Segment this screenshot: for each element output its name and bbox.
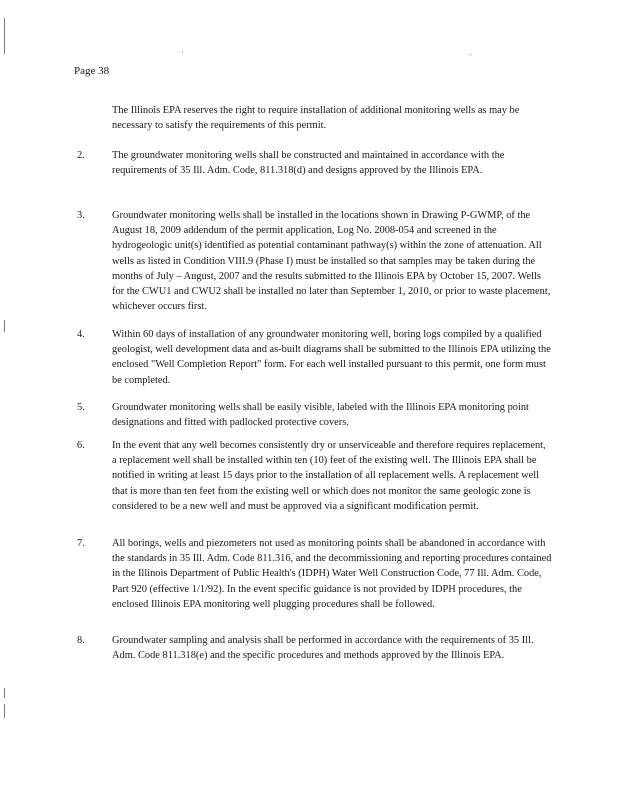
item-6-text: In the event that any well becomes consistently dry or unserviceable and therefore requires replacement, a replacement well shall be installed within ten (10) feet of the existing well. The Illinois EPA shall be notified in writing at least 15 days prior to the installation of all replacement wells. A replacement well that is more than ten feet from the existing well or which does not monitor the same geologic zone is considered to be a new well and must be approved via a significant modification permit. <box>112 440 546 512</box>
item-3-number: 3. <box>77 210 85 221</box>
item-3-text: Groundwater monitoring wells shall be installed in the locations shown in Drawing P-GWMP, of the August 18, 2009 addendum of the permit application, Log No. 2008-054 and screened in the hydrogeologic unit(s) identified as potential contaminant pathway(s) within the zone of attenuation. All wells as listed in Condition VIII.9 (Phase I) must be installed so that samples may be taken during the months of July – August, 2007 and the results submitted to the Illinois EPA by October 15, 2007. Wells for the CWU1 and CWU2 shall be installed no later than September 1, 2010, or prior to waste placement, whichever occurs first. <box>112 210 551 313</box>
item-6-number: 6. <box>77 440 85 451</box>
scan-margin-mark <box>4 18 5 54</box>
item-4-number: 4. <box>77 329 85 340</box>
item-2-text: The groundwater monitoring wells shall be constructed and maintained in accordance with the requirements of 35 Ill. Adm. Code, 811.318(d) and designs approved by the Illinois EPA. <box>112 150 505 177</box>
intro-paragraph: The Illinois EPA reserves the right to require installation of additional monitoring wells as may be necessary to satisfy the requirements of this permit. <box>112 105 520 132</box>
item-4-text: Within 60 days of installation of any groundwater monitoring well, boring logs compiled by a qualified geologist, well development data and as-built diagrams shall be submitted to the Illinois EPA utilizing the enclosed "Well Completion Report" form. For each well installed pursuant to this permit, one form must be completed. <box>112 329 551 386</box>
item-2-number: 2. <box>77 150 85 161</box>
item-7-text: All borings, wells and piezometers not used as monitoring points shall be abandoned in accordance with the standards in 35 Ill. Adm. Code 811.316, and the decommissioning and reporting procedures contained in the Illinois Department of Public Health's (IDPH) Water Well Construction Code, 77 Ill. Adm. Code, Part 920 (effective 1/1/92). In the event specific guidance is not provided by IDPH procedures, the enclosed Illinois EPA monitoring well plugging procedures shall be followed. <box>112 538 552 610</box>
item-8-text: Groundwater sampling and analysis shall be performed in accordance with the requirements of 35 Ill. Adm. Code 811.318(e) and the specific procedures and methods approved by the Illinois EPA. <box>112 635 534 662</box>
page-number: Page 38 <box>74 65 110 77</box>
item-5-number: 5. <box>77 402 85 413</box>
scan-margin-mark <box>4 320 5 332</box>
scan-margin-mark <box>4 688 5 698</box>
item-8-number: 8. <box>77 635 85 646</box>
scan-margin-mark <box>4 704 5 718</box>
item-5-text: Groundwater monitoring wells shall be easily visible, labeled with the Illinois EPA monitoring point designations and fitted with padlocked protective covers. <box>112 402 529 429</box>
scan-speck <box>182 52 183 53</box>
item-7-number: 7. <box>77 538 85 549</box>
scan-speck <box>470 54 471 55</box>
